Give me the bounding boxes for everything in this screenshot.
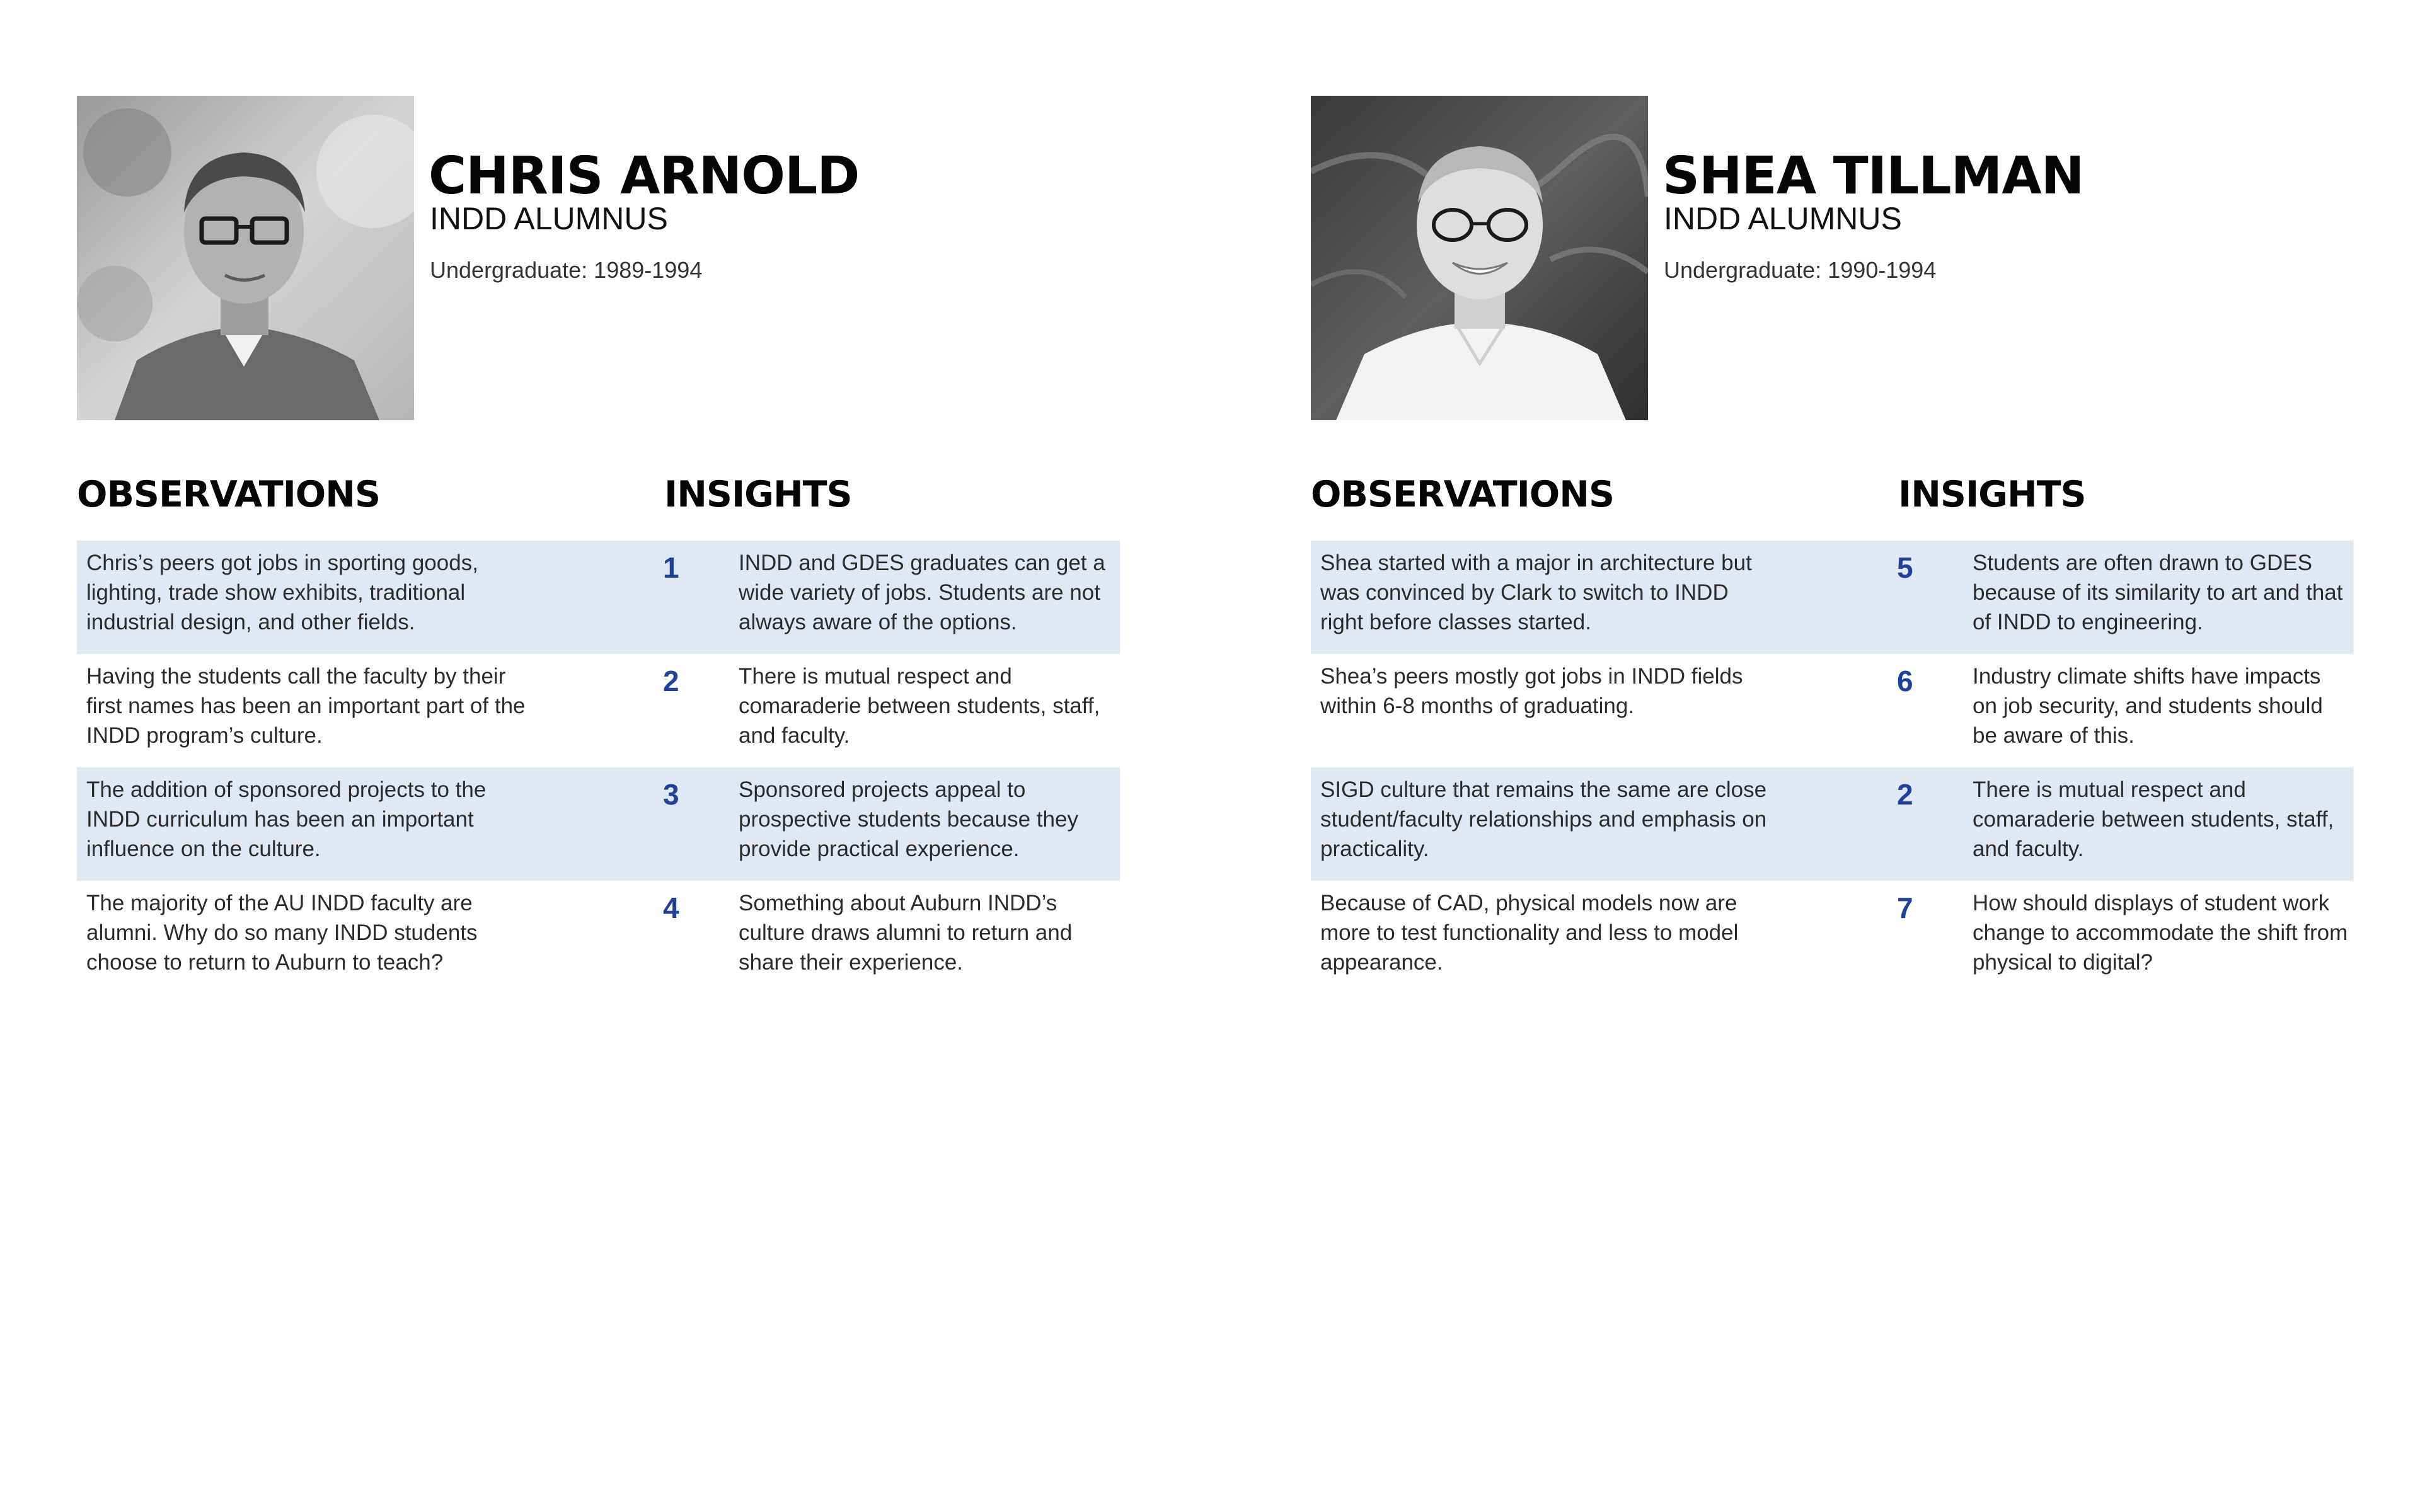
insight-text: There is mutual respect and comaraderie between students, staff, and faculty. [739, 664, 1100, 748]
table-row [77, 767, 1120, 881]
person-role: INDD ALUMNUS [1664, 201, 1902, 236]
observation-text: Having the students call the faculty by their first names has been an important part of the INDD program’s culture. [86, 664, 526, 748]
insight-text: Sponsored projects appeal to prospective students because they provide practical experience. [739, 777, 1078, 861]
observations-heading: OBSERVATIONS [1311, 474, 1615, 515]
insight-number: 3 [663, 778, 679, 811]
person-name: CHRIS ARNOLD [429, 146, 860, 206]
table-row [1311, 881, 2354, 994]
observation-text: SIGD culture that remains the same are close student/faculty relationships and emphasis on practicality. [1320, 777, 1767, 861]
insight-text: Something about Auburn INDD’s culture draws alumni to return and share their experience. [739, 891, 1073, 975]
portrait-photo [1311, 96, 1648, 420]
insights-heading: INSIGHTS [664, 474, 852, 515]
table-row [77, 541, 1120, 654]
observation-text: Chris’s peers got jobs in sporting goods, lighting, trade show exhibits, traditional industrial design, and other fields. [86, 551, 478, 634]
insight-text: Industry climate shifts have impacts on job security, and students should be aware of this. [1973, 664, 2323, 748]
insights-heading: INSIGHTS [1898, 474, 2086, 515]
insight-number: 2 [1897, 778, 1913, 811]
insight-number: 4 [663, 891, 679, 924]
insight-text: How should displays of student work change to accommodate the shift from physical to digital? [1973, 891, 2348, 975]
insight-number: 1 [663, 551, 679, 584]
table-row [77, 654, 1120, 767]
insight-number: 5 [1897, 551, 1913, 584]
observation-text: Shea started with a major in architecture but was convinced by Clark to switch to INDD right before classes started. [1320, 551, 1752, 634]
observations-insights-table [1311, 541, 2354, 994]
profile-chris-arnold [77, 0, 1120, 1008]
table-row [1311, 654, 2354, 767]
insight-number: 7 [1897, 891, 1913, 924]
person-role: INDD ALUMNUS [430, 201, 668, 236]
observation-text: Shea’s peers mostly got jobs in INDD fields within 6-8 months of graduating. [1320, 664, 1743, 718]
insight-number: 6 [1897, 665, 1913, 697]
portrait-photo [77, 96, 414, 420]
profile-shea-tillman [1311, 0, 2354, 1008]
portrait-chris-image [77, 96, 414, 420]
observations-heading: OBSERVATIONS [77, 474, 381, 515]
insight-text: Students are often drawn to GDES because of its similarity to art and that of INDD to engineering. [1973, 551, 2343, 634]
table-row [77, 881, 1120, 994]
person-years: Undergraduate: 1989-1994 [430, 257, 703, 283]
insight-text: INDD and GDES graduates can get a wide variety of jobs. Students are not always aware of the options. [739, 551, 1105, 634]
person-name: SHEA TILLMAN [1662, 146, 2084, 206]
table-row [1311, 767, 2354, 881]
portrait-shea-image [1311, 96, 1648, 420]
person-years: Undergraduate: 1990-1994 [1664, 257, 1937, 283]
observations-insights-table [77, 541, 1120, 994]
observation-text: Because of CAD, physical models now are more to test functionality and less to model appearance. [1320, 891, 1739, 975]
insight-number: 2 [663, 665, 679, 697]
observation-text: The majority of the AU INDD faculty are alumni. Why do so many INDD students choose to return to Auburn to teach? [86, 891, 478, 975]
observation-text: The addition of sponsored projects to the INDD curriculum has been an important influence on the culture. [86, 777, 487, 861]
table-row [1311, 541, 2354, 654]
insight-text: There is mutual respect and comaraderie between students, staff, and faculty. [1973, 777, 2334, 861]
